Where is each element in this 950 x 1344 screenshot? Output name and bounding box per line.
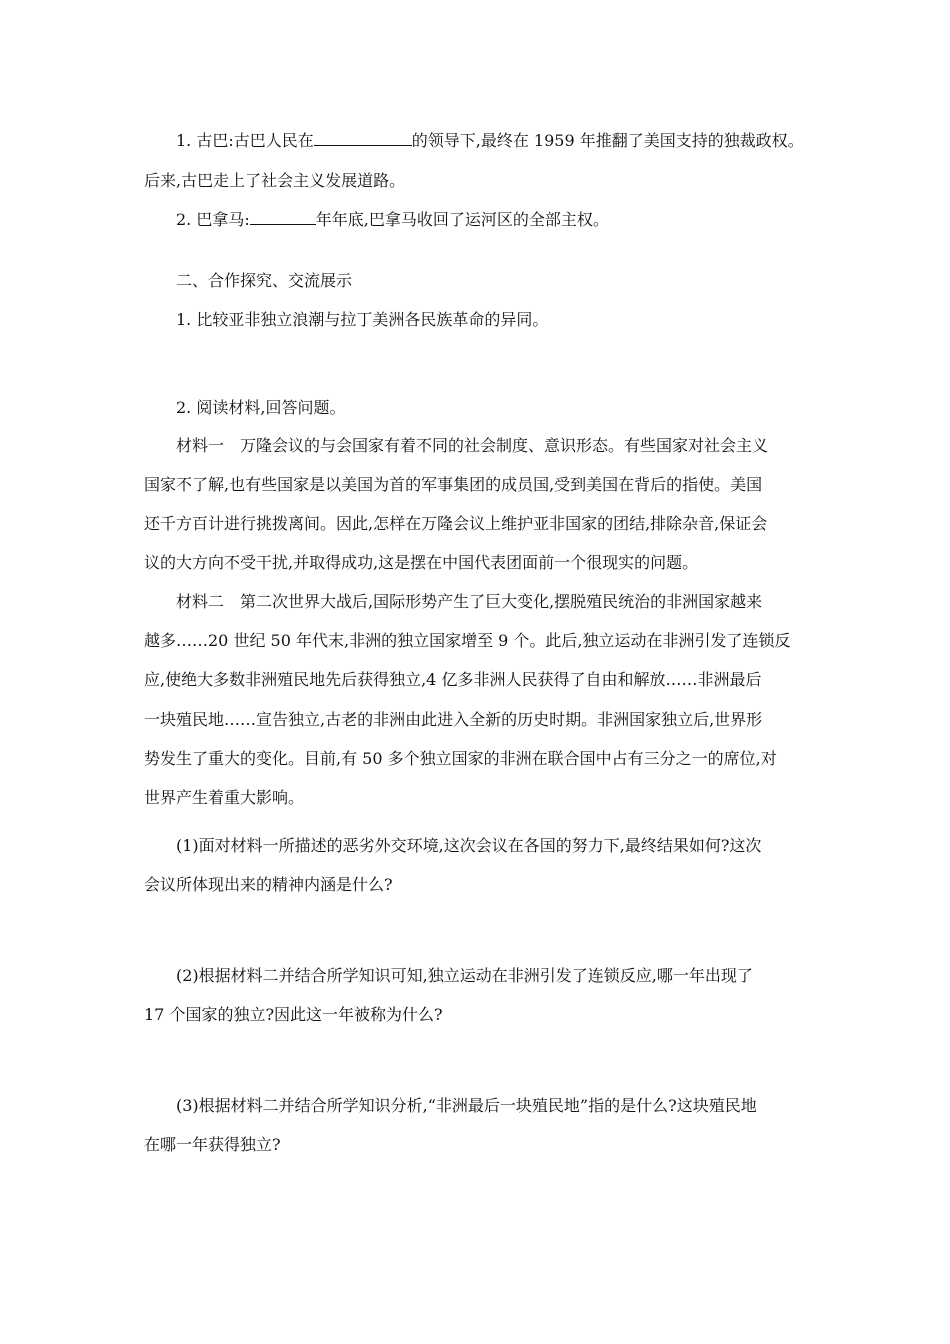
section-heading: 二、合作探究、交流展示 (176, 271, 353, 290)
question-2-prefix: 2. 巴拿马: (176, 210, 250, 229)
sub-question-line: 会议所体现出来的精神内涵是什么? (144, 875, 393, 894)
sub-question-line: 17 个国家的独立?因此这一年被称为什么? (144, 1005, 443, 1024)
material-one-line: 还千方百计进行挑拨离间。因此,怎样在万隆会议上维护亚非国家的团结,排除杂音,保证会 (144, 514, 768, 533)
exploration-question-2-intro: 2. 阅读材料,回答问题。 (176, 398, 346, 417)
material-two-line: 世界产生着重大影响。 (144, 788, 305, 807)
fill-in-question-1 (176, 129, 804, 152)
sub-question-line: (1)面对材料一所描述的恶劣外交环境,这次会议在各国的努力下,最终结果如何?这次 (176, 836, 762, 855)
material-two-line: 应,使绝大多数非洲殖民地先后获得独立,4 亿多非洲人民获得了自由和解放……非洲最后 (144, 670, 762, 689)
material-two-line: 势发生了重大的变化。目前,有 50 多个独立国家的非洲在联合国中占有三分之一的席位,对 (144, 749, 777, 768)
fill-in-question-2 (176, 208, 609, 231)
sub-question-line: (2)根据材料二并结合所学知识可知,独立运动在非洲引发了连锁反应,哪一年出现了 (176, 966, 753, 985)
exploration-question-1: 1. 比较亚非独立浪潮与拉丁美洲各民族革命的异同。 (176, 310, 549, 329)
question-1-prefix: 1. 古巴:古巴人民在 (176, 131, 314, 150)
question-1-suffix: 的领导下,最终在 1959 年推翻了美国支持的独裁政权。 (411, 131, 804, 150)
material-one-line: 材料一 万隆会议的与会国家有着不同的社会制度、意识形态。有些国家对社会主义 (176, 436, 769, 455)
sub-question-line: (3)根据材料二并结合所学知识分析,“非洲最后一块殖民地”指的是什么?这块殖民地 (176, 1096, 757, 1115)
answer-blank-1[interactable] (314, 129, 412, 146)
question-1-continuation: 后来,古巴走上了社会主义发展道路。 (144, 171, 406, 190)
question-2-suffix: 年年底,巴拿马收回了运河区的全部主权。 (315, 210, 609, 229)
material-two-line: 材料二 第二次世界大战后,国际形势产生了巨大变化,摆脱殖民统治的非洲国家越来 (176, 592, 763, 611)
material-two-line: 一块殖民地……宣告独立,古老的非洲由此进入全新的历史时期。非洲国家独立后,世界形 (144, 710, 763, 729)
answer-blank-2[interactable] (250, 208, 316, 225)
material-two-line: 越多……20 世纪 50 年代末,非洲的独立国家增至 9 个。此后,独立运动在非洲引发了连锁反 (144, 631, 791, 650)
material-one-line: 议的大方向不受干扰,并取得成功,这是摆在中国代表团面前一个很现实的问题。 (144, 553, 699, 572)
material-one-line: 国家不了解,也有些国家是以美国为首的军事集团的成员国,受到美国在背后的指使。美国 (144, 475, 763, 494)
sub-question-line: 在哪一年获得独立? (144, 1135, 281, 1154)
